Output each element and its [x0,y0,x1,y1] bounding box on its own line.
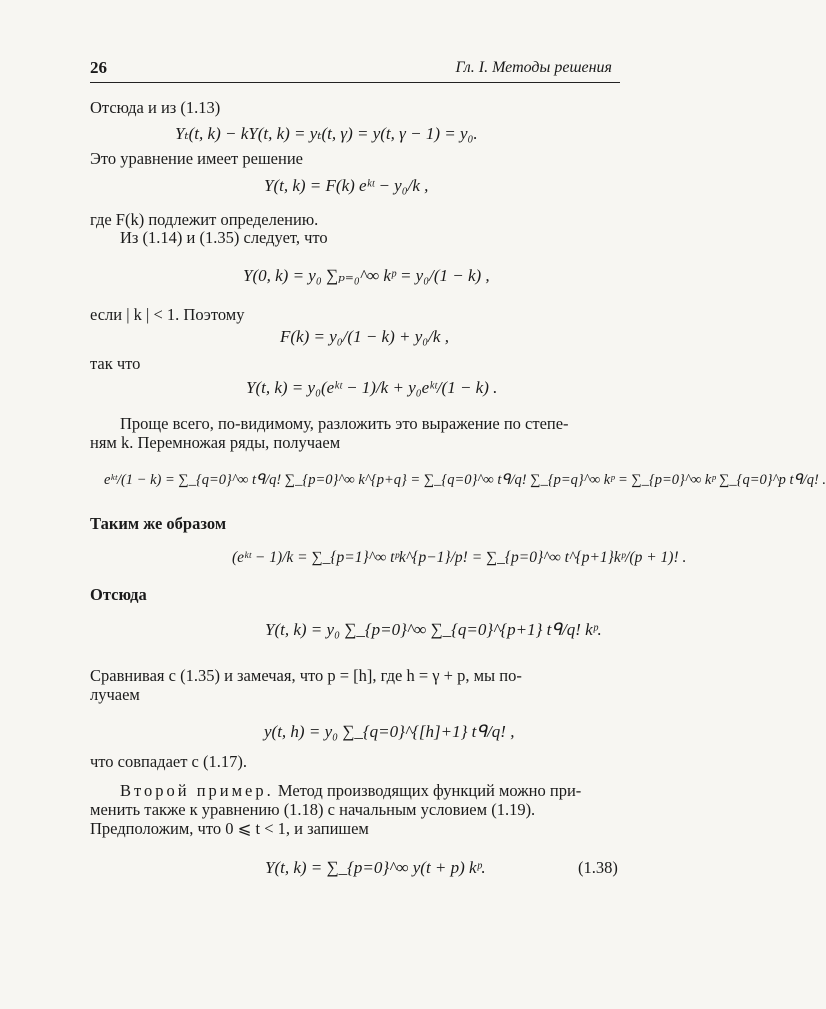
paragraph-1: Отсюда и из (1.13) [90,98,221,117]
equation-1: Yₜ(t, k) − kY(t, k) = yₜ(t, γ) = y(t, γ − 1) = y₀. [175,124,478,143]
paragraph-9: Отсюда [90,585,147,604]
paragraph-6: так что [90,354,141,373]
equation-9: y(t, h) = y₀ ∑_{q=0}^{[h]+1} tᑫ/q! , [264,722,515,741]
paragraph-10b: лучаем [90,685,140,704]
paragraph-12b: менить также к уравнению (1.18) с начальным условием (1.19). [90,800,536,819]
paragraph-12-line1 [120,781,581,801]
paragraph-5: если | k | < 1. Поэтому [90,305,245,324]
example-title: Второй пример. [120,781,274,800]
paragraph-7a: Проще всего, по-видимому, разложить это выражение по степе- [120,414,569,433]
paragraph-10a: Сравнивая с (1.35) и замечая, что p = [h], где h = γ + p, мы по- [90,666,522,685]
paragraph-2: Это уравнение имеет решение [90,149,303,168]
running-title: Гл. I. Методы решения [455,59,612,76]
equation-5: Y(t, k) = y₀(eᵏᵗ − 1)/k + y₀eᵏᵗ/(1 − k) . [246,378,498,397]
equation-3: Y(0, k) = y₀ ∑ₚ₌₀^∞ kᵖ = y₀/(1 − k) , [243,266,490,285]
equation-4: F(k) = y₀/(1 − k) + y₀/k , [280,327,449,346]
paragraph-11: что совпадает с (1.17). [90,752,247,771]
paragraph-12a: Метод производящих функций можно при- [277,781,582,800]
equation-10: Y(t, k) = ∑_{p=0}^∞ y(t + p) kᵖ. [265,858,486,877]
paragraph-8: Таким же образом [90,514,227,533]
paragraph-12c: Предположим, что 0 ⩽ t < 1, и запишем [90,819,369,838]
equation-number-1-38: (1.38) [578,858,618,877]
paragraph-7b: ням k. Перемножая ряды, получаем [90,433,341,452]
page-number: 26 [90,58,107,77]
page-header [90,58,620,83]
paragraph-4: Из (1.14) и (1.35) следует, что [120,228,328,247]
equation-7: (eᵏᵗ − 1)/k = ∑_{p=1}^∞ tᵖk^{p−1}/p! = ∑_{p=0}^∞ t^{p+1}kᵖ/(p + 1)! . [232,549,687,566]
equation-2: Y(t, k) = F(k) eᵏᵗ − y₀/k , [264,176,429,195]
equation-6: eᵏᵗ/(1 − k) = ∑_{q=0}^∞ tᑫ/q! ∑_{p=0}^∞ k^{p+q} = ∑_{q=0}^∞ tᑫ/q! ∑_{p=q}^∞ kᵖ = ∑_{p=0}^∞ kᵖ ∑_{q=0}^p tᑫ/q! . [104,472,826,488]
equation-8: Y(t, k) = y₀ ∑_{p=0}^∞ ∑_{q=0}^{p+1} tᑫ/q! kᵖ. [265,620,602,639]
paragraph-3: где F(k) подлежит определению. [90,210,319,229]
